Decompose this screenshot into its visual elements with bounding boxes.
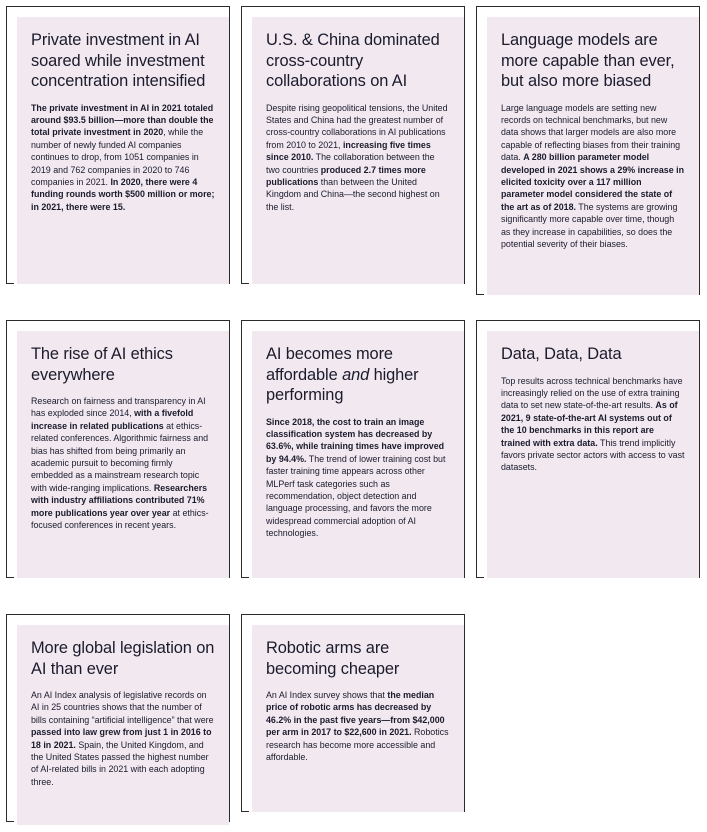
body-text: than between the United Kingdom and China—the second highest on the list.: [266, 176, 440, 212]
card-title: Robotic arms are becoming cheaper: [266, 639, 400, 678]
title-text: higher performing: [266, 365, 419, 404]
card-body: [266, 689, 450, 763]
card-title: U.S. & China dominated cross-country collaborations on AI: [266, 31, 440, 90]
body-highlight: increasing five times since 2010.: [266, 139, 431, 163]
body-text: Spain, the United Kingdom, and the United States passed the highest number of AI-related bills in 2021 with each adopting three.: [31, 739, 209, 787]
card-title: More global legislation on AI than ever: [31, 639, 215, 678]
body-highlight: The private investment in AI in 2021 totaled around $93.5 billion—more than double the total private investment in 2020: [31, 102, 214, 138]
card-body: [266, 102, 450, 214]
body-text: at ethics-focused conferences in recent years.: [31, 507, 209, 531]
card-title: The rise of AI ethics everywhere: [31, 345, 173, 384]
card-body: [31, 689, 215, 788]
body-text: Despite rising geopolitical tensions, the United States and China had the greatest number of cross-country collaborations in AI publications from 2010 to 2021,: [266, 102, 448, 150]
card-body: [31, 102, 215, 214]
body-text: This trend implicitly favors private sector actors with access to vast datasets.: [501, 437, 685, 473]
body-text: Robotics research has become more accessible and affordable.: [266, 727, 449, 763]
body-highlight: with a fivefold increase in related publications: [31, 408, 194, 431]
body-highlight: As of 2021, 9 state-of-the-art AI systems out of the 10 benchmarks in this report are trained with extra data.: [501, 400, 678, 448]
body-highlight: Researchers with industry affiliations contributed 71% more publications year over year: [31, 482, 208, 518]
body-highlight: produced 2.7 times more publications: [266, 164, 426, 187]
card-title: Data, Data, Data: [501, 345, 622, 363]
body-highlight: the median price of robotic arms has decreased by 46.2% in the past five years—from $42,000 per arm in 2017 to $22,600 in 2021.: [266, 690, 445, 738]
card-body: [501, 375, 685, 474]
body-text: An AI Index analysis of legislative records on AI in 25 countries shows that the number of bills containing “artificial intelligence” that were: [31, 690, 214, 725]
body-text: The trend of lower training cost but faster training time appears across other MLPerf task categories such as recommendation, object detection and language processing, and favors the more widespread commercial adoption of AI technologies.: [266, 453, 446, 539]
body-text: , while the number of newly funded AI companies continues to drop, from 1051 companies in 2019 and 762 companies in 2020 to 746 companies in 2021.: [31, 127, 204, 187]
body-text: Large language models are setting new records on technical benchmarks, but new data shows that larger models are also more capable of reflecting biases from their training data.: [501, 102, 681, 163]
card-body: [501, 102, 685, 251]
body-text: The collaboration between the two countries: [266, 152, 435, 175]
body-highlight: A 280 billion parameter model developed in 2021 shows a 29% increase in elicited toxicity over a 117 million parameter model considered the state of the art as of 2018.: [501, 152, 685, 212]
body-text: Top results across technical benchmarks have increasingly relied on the use of extra training data to set new state-of-the-art results.: [501, 375, 683, 411]
card-title: [266, 344, 450, 406]
body-highlight: passed into law grew from just 1 in 2016 to 18 in 2021.: [31, 727, 212, 750]
title-emphasis: and: [342, 365, 370, 384]
body-text: An AI Index survey shows that: [266, 690, 388, 700]
body-highlight: Since 2018, the cost to train an image classification system has decreased by 63.6%, while training times have improved by 94.4%.: [266, 416, 445, 464]
title-text: AI becomes more affordable: [266, 345, 393, 384]
card-title: Language models are more capable than ever, but also more biased: [501, 31, 675, 90]
body-text: at ethics-related conferences. Algorithmic fairness and bias has shifted from being primarily an academic pursuit to becoming firmly embedded as a mainstream research topic with wide-ranging implications.: [31, 420, 209, 493]
body-text: Research on fairness and transparency in AI has exploded since 2014,: [31, 396, 206, 419]
body-text: The systems are growing significantly more capable over time, though as they increase in capabilities, so does the potential severity of their biases.: [501, 201, 678, 249]
card-body: [31, 395, 215, 531]
card-body: [266, 416, 450, 540]
card-title: Private investment in AI soared while investment concentration intensified: [31, 31, 206, 90]
body-highlight: In 2020, there were 4 funding rounds worth $500 million or more; in 2021, there were 15.: [31, 176, 215, 212]
